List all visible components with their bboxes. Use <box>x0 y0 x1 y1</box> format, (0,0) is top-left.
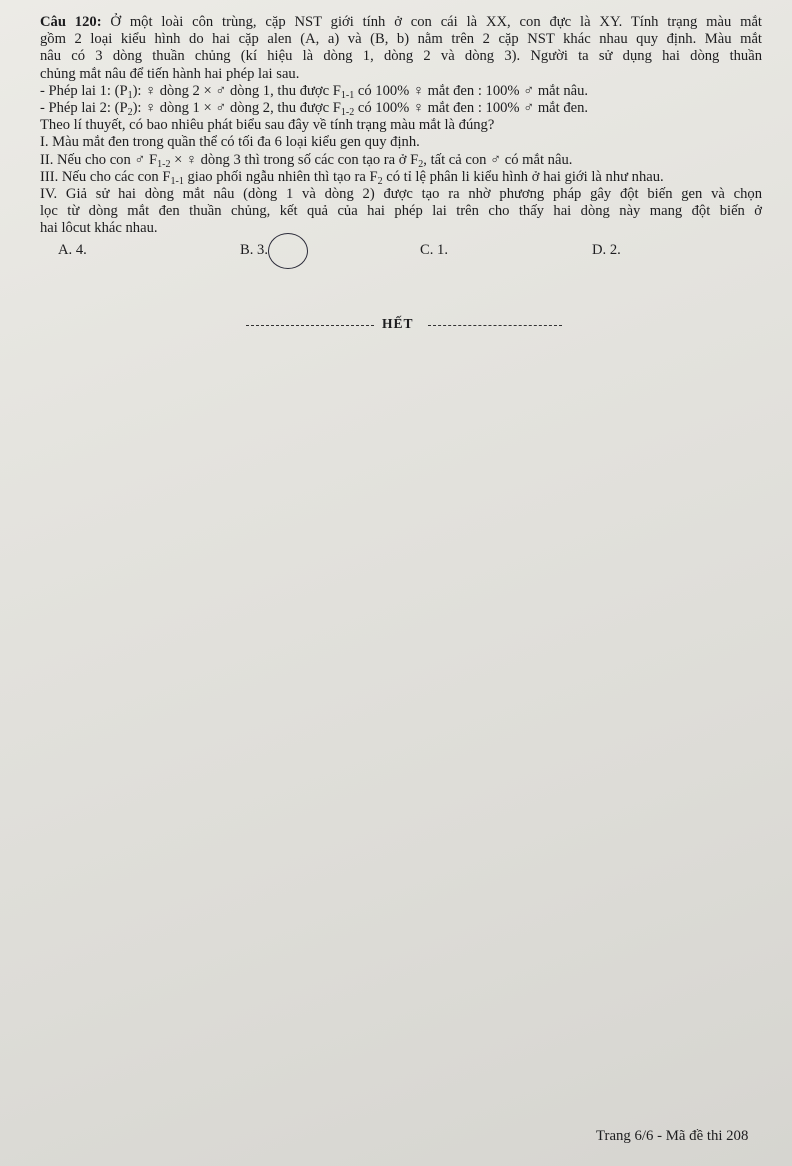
statement-3: III. Nếu cho các con $F_{1-1}$ giao phối ngẫu nhiên thì tạo ra $F_2$ có tỉ lệ phân li kiểu hình ở hai giới là như nhau. <box>40 168 664 187</box>
statement-4-line-2: lọc từ dòng mắt đen thuần chủng, kết quả của hai phép lai trên cho thấy hai dòng này mang đột biến ở <box>40 203 762 220</box>
end-marker <box>0 316 792 334</box>
answer-circle-mark <box>268 233 308 269</box>
answer-options <box>40 242 762 264</box>
option-c[interactable]: C. 1. <box>420 241 448 258</box>
page-footer: Trang 6/6 - Mã đề thi 208 <box>596 1128 749 1144</box>
statement-1: I. Màu mắt đen trong quần thể có tối đa 6 loại kiểu gen quy định. <box>40 134 420 151</box>
end-rule-right <box>428 325 562 326</box>
question-stem-line-3: nâu có 3 dòng thuần chủng (kí hiệu là dòng 1, dòng 2 và dòng 3). Người ta sử dụng hai dòng thuần <box>40 48 762 65</box>
question-label: Câu 120: <box>40 14 102 30</box>
option-a[interactable]: A. 4. <box>58 241 87 258</box>
option-b[interactable]: B. 3. <box>240 241 268 258</box>
question-stem-line-4: chủng mắt nâu để tiến hành hai phép lai sau. <box>40 65 300 82</box>
end-rule-left <box>246 325 374 326</box>
statement-2: II. Nếu cho con ♂ $F_{1-2}$ × ♀ dòng 3 thì trong số các con tạo ra ở $F_2$, tất cả con ♂ có mắt nâu. <box>40 151 573 170</box>
cross-1: - Phép lai 1: $(P_1)$: ♀ dòng 2 × ♂ dòng 1, thu được $F_{1-1}$ có 100% ♀ mắt đen : 100% ♂ mắt nâu. <box>40 82 589 101</box>
question-120 <box>40 14 762 264</box>
question-stem-line-2: gồm 2 loại kiểu hình do hai cặp alen (A, a) và (B, b) nằm trên 2 cặp NST khác nhau quy định. Màu mắt <box>40 31 762 48</box>
question-stem-line-1: Câu 120: Ở một loài côn trùng, cặp NST giới tính ở con cái là XX, con đực là XY. Tính trạng màu mắt <box>40 14 762 30</box>
question-prompt: Theo lí thuyết, có bao nhiêu phát biểu sau đây về tính trạng màu mắt là đúng? <box>40 117 495 134</box>
statement-4-line-3: hai lôcut khác nhau. <box>40 220 158 237</box>
cross-2: - Phép lai 2: $(P_2)$: ♀ dòng 1 × ♂ dòng 2, thu được $F_{1-2}$ có 100% ♀ mắt đen : 100% ♂ mắt đen. <box>40 100 589 119</box>
statement-4-line-1: IV. Giả sử hai dòng mắt nâu (dòng 1 và dòng 2) được tạo ra nhờ phương pháp gây đột biến gen và chọn <box>40 186 762 203</box>
option-d[interactable]: D. 2. <box>592 241 621 258</box>
end-text: HẾT <box>382 316 414 331</box>
